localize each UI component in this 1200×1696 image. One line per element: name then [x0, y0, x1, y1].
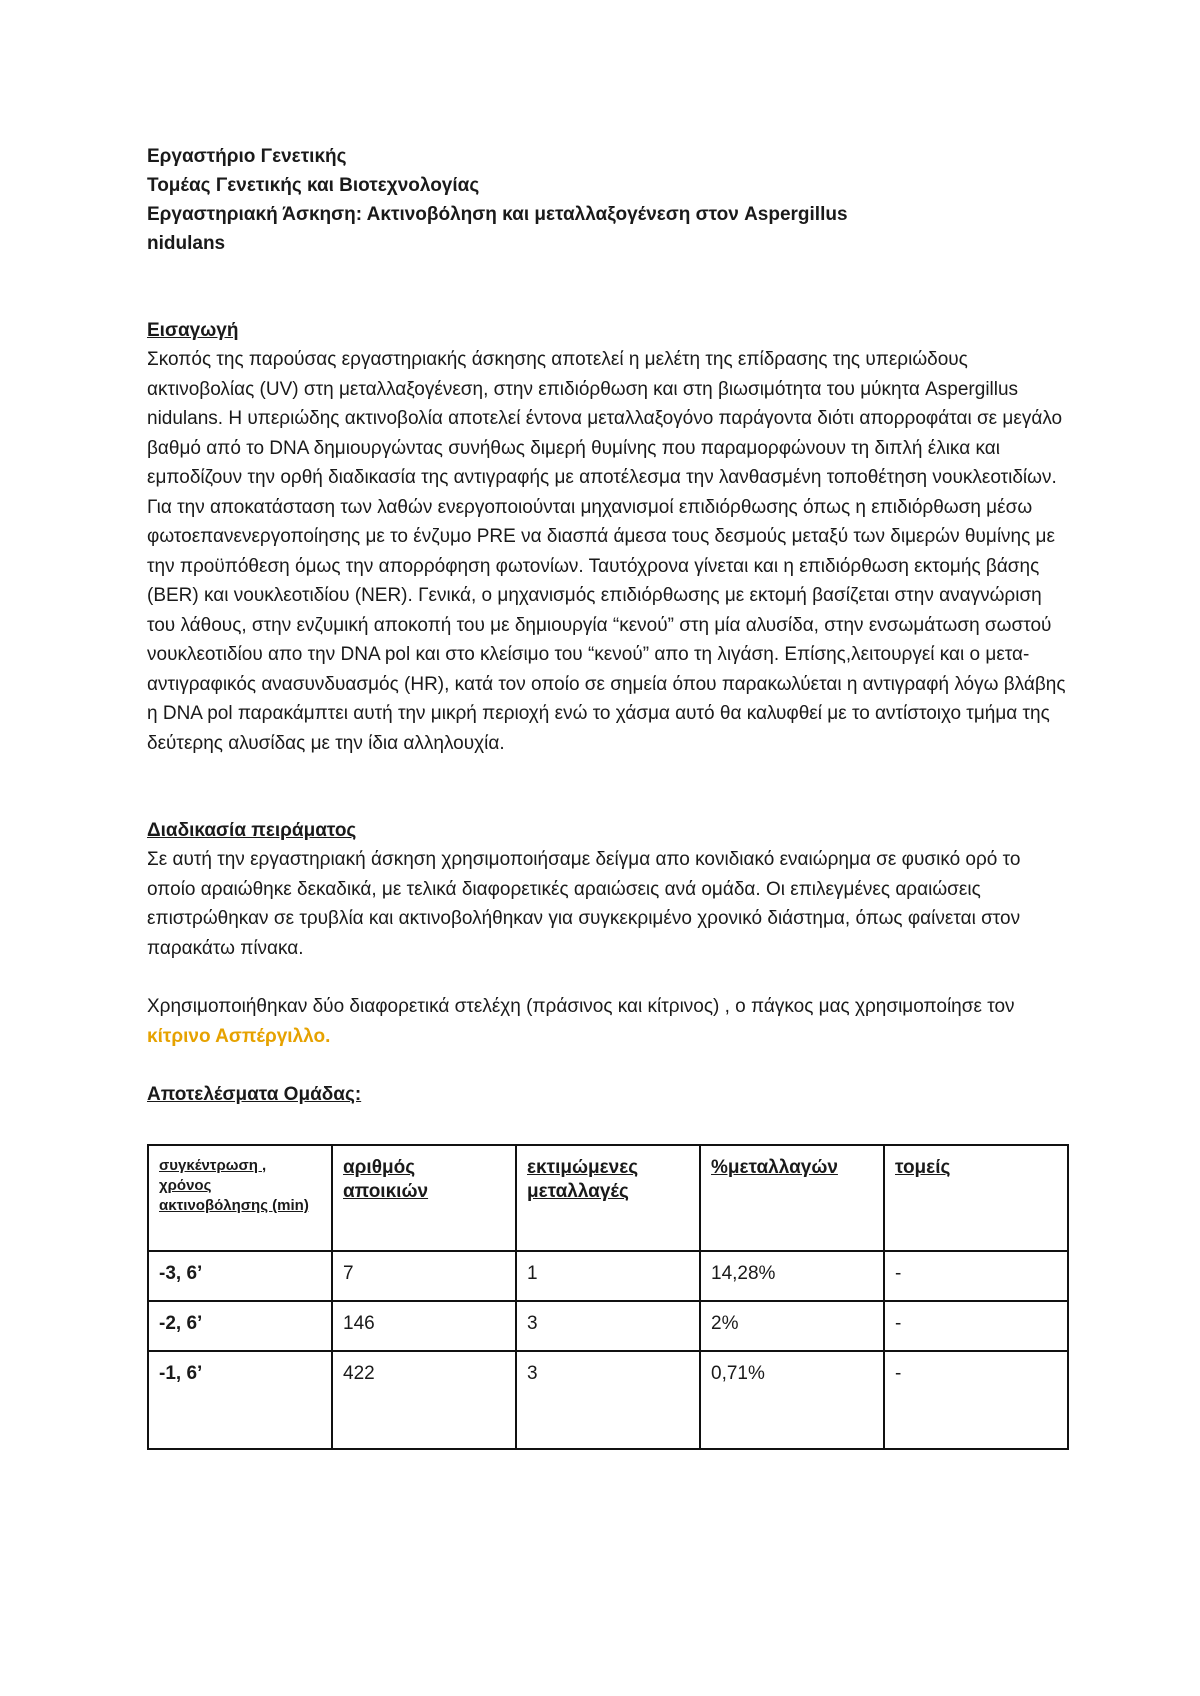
intro-paragraph: Σκοπός της παρούσας εργαστηριακής άσκησης αποτελεί η μελέτη της επίδρασης της υπεριώδους ακτινοβολίας (UV) στη μεταλλαξογένεση, στην επιδιόρθωση και στη βιωσιμότητα του μύκητα Aspergillus nidulans. Η υπεριώδης ακτινοβολία αποτελεί έντονα μεταλλαξογόνο παράγοντα διότι απορροφάται σε μεγάλο βαθμό από το DNA δημιουργώντας συνήθως διμερή θυμίνης που παραμορφώνουν τη διπλή έλικα και εμποδίζουν την ορθή διαδικασία της αντιγραφής με αποτέλεσμα την λανθασμένη τοποθέτηση νουκλεοτιδίων. Για την αποκατάσταση των λαθών ενεργοποιούνται μηχανισμοί επιδιόρθωσης όπως η επιδιόρθωση μέσω φωτοεπανενεργοποίησης με το ένζυμο PRE να διασπά άμεσα τους δεσμούς μεταξύ των διμερών θυμίνης με την προϋπόθεση όμως την απορρόφηση φωτονίων. Ταυτόχρονα γίνεται και η επιδιόρθωση εκτομής βάσης (BER) και νουκλεοτιδίου (NER). Γενικά, ο μηχανισμός επιδιόρθωσης με εκτομή βασίζεται στην αναγνώριση του λάθους, στην ενζυμική αποκοπή του με δημιουργία “κενού” στη μία αλυσίδα, στην ενσωμάτωση σωστού νουκλεοτιδίου απο την DNA pol και στο κλείσιμο του “κενού” απο τη λιγάση. Επίσης,λειτουργεί και ο μετα-αντιγραφικός ανασυνδυασμός (HR), κατά τον οποίο σε σημεία όπου παρακωλύεται η αντιγραφή λόγω βλάβης η DNA pol παρακάμπτει αυτή την μικρή περιοχή ενώ το χάσμα αυτό θα καλυφθεί με το αντίστοιχο τμήμα της δεύτερης αλυσίδας με την ίδια αλληλουχία. — [147, 349, 1066, 754]
cell-estimated-mutations: 3 — [516, 1301, 700, 1351]
cell-estimated-mutations: 1 — [516, 1251, 700, 1301]
procedure-heading: Διαδικασία πειράματος — [147, 820, 357, 841]
cell-mutation-percent: 2% — [700, 1301, 884, 1351]
cell-mutation-percent: 0,71% — [700, 1351, 884, 1449]
cell-colony-count: 422 — [332, 1351, 516, 1449]
cell-concentration-time: -1, 6’ — [148, 1351, 332, 1449]
exercise-title — [147, 200, 1067, 258]
lab-name: Εργαστήριο Γενετικής — [147, 146, 347, 167]
strains-text: Χρησιμοποιήθηκαν δύο διαφορετικά στελέχη (πράσινος και κίτρινος) , ο πάγκος μας χρησιμοποίησε τον — [147, 996, 1015, 1017]
cell-colony-count: 7 — [332, 1251, 516, 1301]
cell-mutation-percent: 14,28% — [700, 1251, 884, 1301]
header-concentration-time: συγκέντρωση , χρόνος ακτινοβόλησης (min) — [148, 1145, 332, 1251]
cell-concentration-time: -2, 6’ — [148, 1301, 332, 1351]
procedure-paragraph: Σε αυτή την εργαστηριακή άσκηση χρησιμοποιήσαμε δείγμα απο κονιδιακό εναιώρημα σε φυσικό ορό το οποίο αραιώθηκε δεκαδικά, με τελικά διαφορετικές αραιώσεις ανά ομάδα. Οι επιλεγμένες αραιώσεις επιστρώθηκαν σε τρυβλία και ακτινοβολήθηκαν για συγκεκριμένο χρονικό διάστημα, όπως φαίνεται στον παρακάτω πίνακα. — [147, 849, 1021, 959]
cell-sectors: - — [884, 1251, 1068, 1301]
cell-estimated-mutations: 3 — [516, 1351, 700, 1449]
document-body — [147, 142, 1067, 1450]
table-row — [148, 1251, 1068, 1301]
strains-paragraph — [147, 992, 1067, 1051]
table-header-row — [148, 1145, 1068, 1251]
cell-sectors: - — [884, 1351, 1068, 1449]
table-row — [148, 1351, 1068, 1449]
yellow-strain-highlight: κίτρινο Ασπέργιλλο. — [147, 1025, 331, 1047]
table-row — [148, 1301, 1068, 1351]
header-sectors: τομείς — [884, 1145, 1068, 1251]
department-name: Τομέας Γενετικής και Βιοτεχνολογίας — [147, 175, 480, 196]
intro-heading: Εισαγωγή — [147, 320, 239, 341]
cell-concentration-time: -3, 6’ — [148, 1251, 332, 1301]
header-mutation-percent: %μεταλλαγών — [700, 1145, 884, 1251]
exercise-title-line1: Εργαστηριακή Άσκηση: Ακτινοβόληση και μεταλλαξογένεση στον Aspergillus — [147, 204, 848, 225]
results-table — [147, 1144, 1069, 1450]
header-colony-count: αριθμός αποικιών — [332, 1145, 516, 1251]
cell-sectors: - — [884, 1301, 1068, 1351]
exercise-title-line2: nidulans — [147, 233, 226, 254]
results-heading: Αποτελέσματα Ομάδας: — [147, 1084, 362, 1105]
header-estimated-mutations: εκτιμώμενες μεταλλαγές — [516, 1145, 700, 1251]
cell-colony-count: 146 — [332, 1301, 516, 1351]
